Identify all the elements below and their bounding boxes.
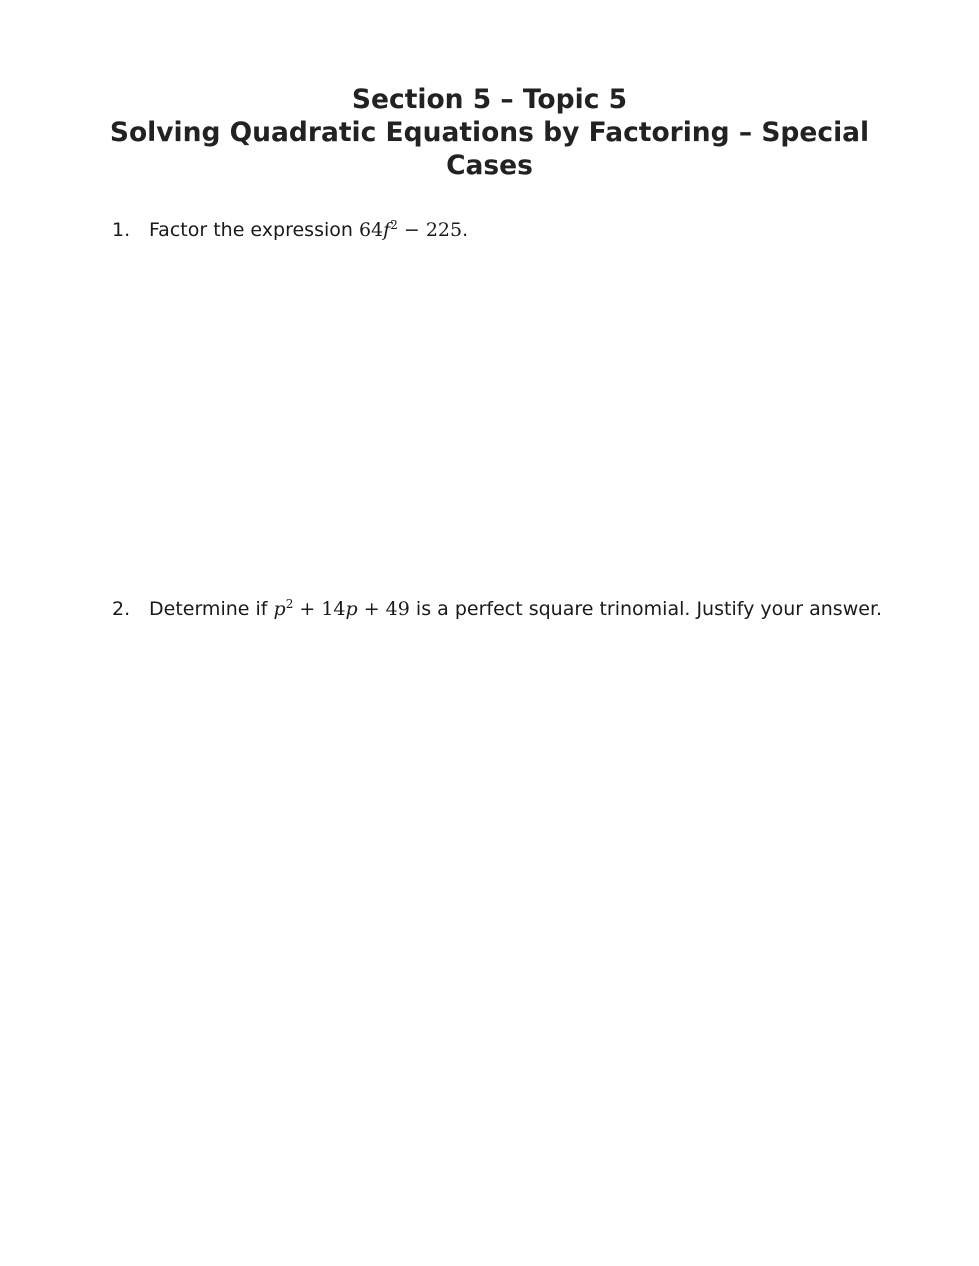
question-text-end: . xyxy=(462,219,469,241)
topic-title-line-2: Cases xyxy=(446,150,533,181)
question-2 xyxy=(112,597,882,621)
math-exponent: 2 xyxy=(285,597,294,611)
page-header xyxy=(0,83,979,182)
question-text-end: is a perfect square trinomial. Justify your answer. xyxy=(409,598,883,620)
question-text: Determine if xyxy=(149,598,274,620)
math-expression xyxy=(359,219,462,241)
math-expression xyxy=(274,598,410,620)
question-number: 1. xyxy=(112,219,131,241)
math-variable: f xyxy=(383,219,391,241)
math-coefficient: 64 xyxy=(358,219,384,241)
math-exponent: 2 xyxy=(390,218,398,232)
topic-title-line-1: Solving Quadratic Equations by Factoring – Special xyxy=(109,117,870,148)
question-number: 2. xyxy=(112,598,131,620)
math-remainder: + 49 xyxy=(357,598,410,620)
math-variable: p xyxy=(345,598,358,620)
math-variable: p xyxy=(273,598,286,620)
question-1 xyxy=(112,218,468,242)
math-middle-term: + 14 xyxy=(293,598,346,620)
question-text: Factor the expression xyxy=(149,219,359,241)
section-heading: Section 5 – Topic 5 xyxy=(351,84,628,115)
math-remainder: − 225 xyxy=(397,219,463,241)
